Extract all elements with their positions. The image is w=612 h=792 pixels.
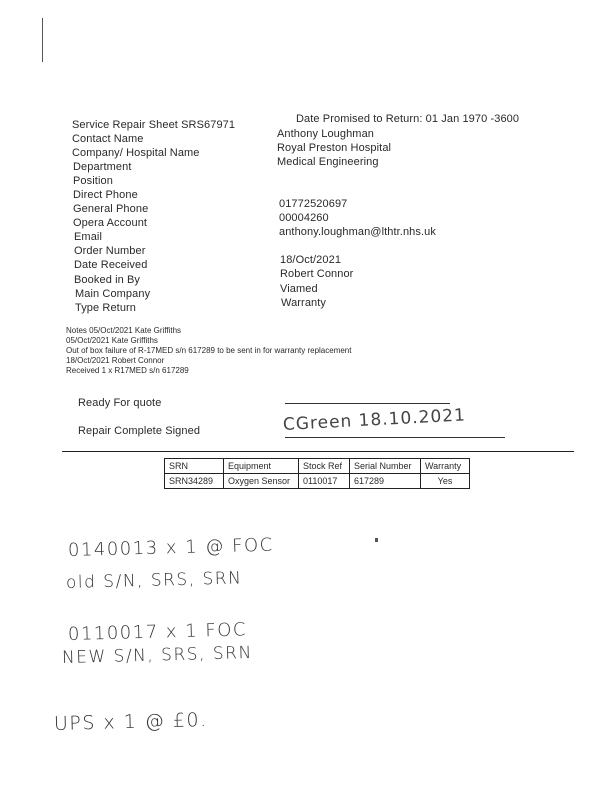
date-promised: Date Promised to Return: 01 Jan 1970 -3600 <box>296 113 520 125</box>
value-contact-name: Anthony Loughman <box>277 128 375 140</box>
label-department: Department <box>73 161 132 173</box>
notes-line: 05/Oct/2021 Kate Griffiths <box>66 336 158 345</box>
notes-line: Received 1 x R17MED s/n 617289 <box>66 366 189 375</box>
section-divider <box>62 451 574 452</box>
value-booked-in-by: Robert Connor <box>280 268 354 280</box>
value-opera-account: 00004260 <box>279 212 329 224</box>
table-header-row <box>165 459 470 474</box>
column-header: Serial Number <box>350 459 421 474</box>
notes-line: Out of box failure of R-17MED s/n 617289 to be sent in for warranty replacement <box>66 346 352 355</box>
notes-line: Notes 05/Oct/2021 Kate Griffiths <box>66 326 182 335</box>
scan-mark <box>42 18 43 62</box>
repair-complete-label: Repair Complete Signed <box>78 425 201 437</box>
signature: CGreen 18.10.2021 <box>282 405 467 435</box>
handwritten-line-2: old S/N, SRS, SRN <box>65 568 243 593</box>
label-opera-account: Opera Account <box>73 217 148 229</box>
handwritten-line-4: NEW S/N, SRS, SRN <box>61 643 253 668</box>
value-main-company: Viamed <box>280 283 318 295</box>
ready-for-quote-line <box>285 403 450 404</box>
parts-table <box>164 458 470 489</box>
notes-line: 18/Oct/2021 Robert Connor <box>66 356 165 365</box>
label-general-phone: General Phone <box>73 203 149 215</box>
handwritten-line-3: 0110017 x 1 FOC <box>67 619 248 645</box>
cell-serial-number: 617289 <box>350 474 421 489</box>
label-date-received: Date Received <box>74 259 148 271</box>
handwritten-line-1: 0140013 x 1 @ FOC <box>67 534 274 561</box>
cell-equipment: Oxygen Sensor <box>224 474 299 489</box>
value-department: Medical Engineering <box>277 156 379 168</box>
signature-line <box>285 437 505 438</box>
label-position: Position <box>73 175 113 187</box>
column-header: SRN <box>165 459 224 474</box>
cell-srn: SRN34289 <box>165 474 224 489</box>
cell-warranty: Yes <box>421 474 470 489</box>
label-type-return: Type Return <box>75 302 137 314</box>
value-company: Royal Preston Hospital <box>277 142 392 154</box>
label-company: Company/ Hospital Name <box>72 147 200 159</box>
value-type-return: Warranty <box>281 297 327 309</box>
column-header: Warranty <box>421 459 470 474</box>
value-email: anthony.loughman@lthtr.nhs.uk <box>279 226 436 238</box>
label-contact-name: Contact Name <box>72 133 144 145</box>
column-header: Stock Ref <box>299 459 350 474</box>
label-order-number: Order Number <box>74 245 146 257</box>
stray-dot <box>375 538 378 542</box>
handwritten-line-5: UPS x 1 @ £0. <box>53 708 208 735</box>
column-header: Equipment <box>224 459 299 474</box>
sheet-title: Service Repair Sheet SRS67971 <box>72 119 236 131</box>
value-date-received: 18/Oct/2021 <box>280 254 342 266</box>
table-row <box>165 474 470 489</box>
label-direct-phone: Direct Phone <box>73 189 138 201</box>
label-email: Email <box>74 231 103 243</box>
ready-for-quote-label: Ready For quote <box>78 397 162 409</box>
label-booked-in-by: Booked in By <box>74 274 141 286</box>
cell-stock-ref: 0110017 <box>299 474 350 489</box>
label-main-company: Main Company <box>75 288 151 300</box>
value-general-phone: 01772520697 <box>279 198 348 210</box>
